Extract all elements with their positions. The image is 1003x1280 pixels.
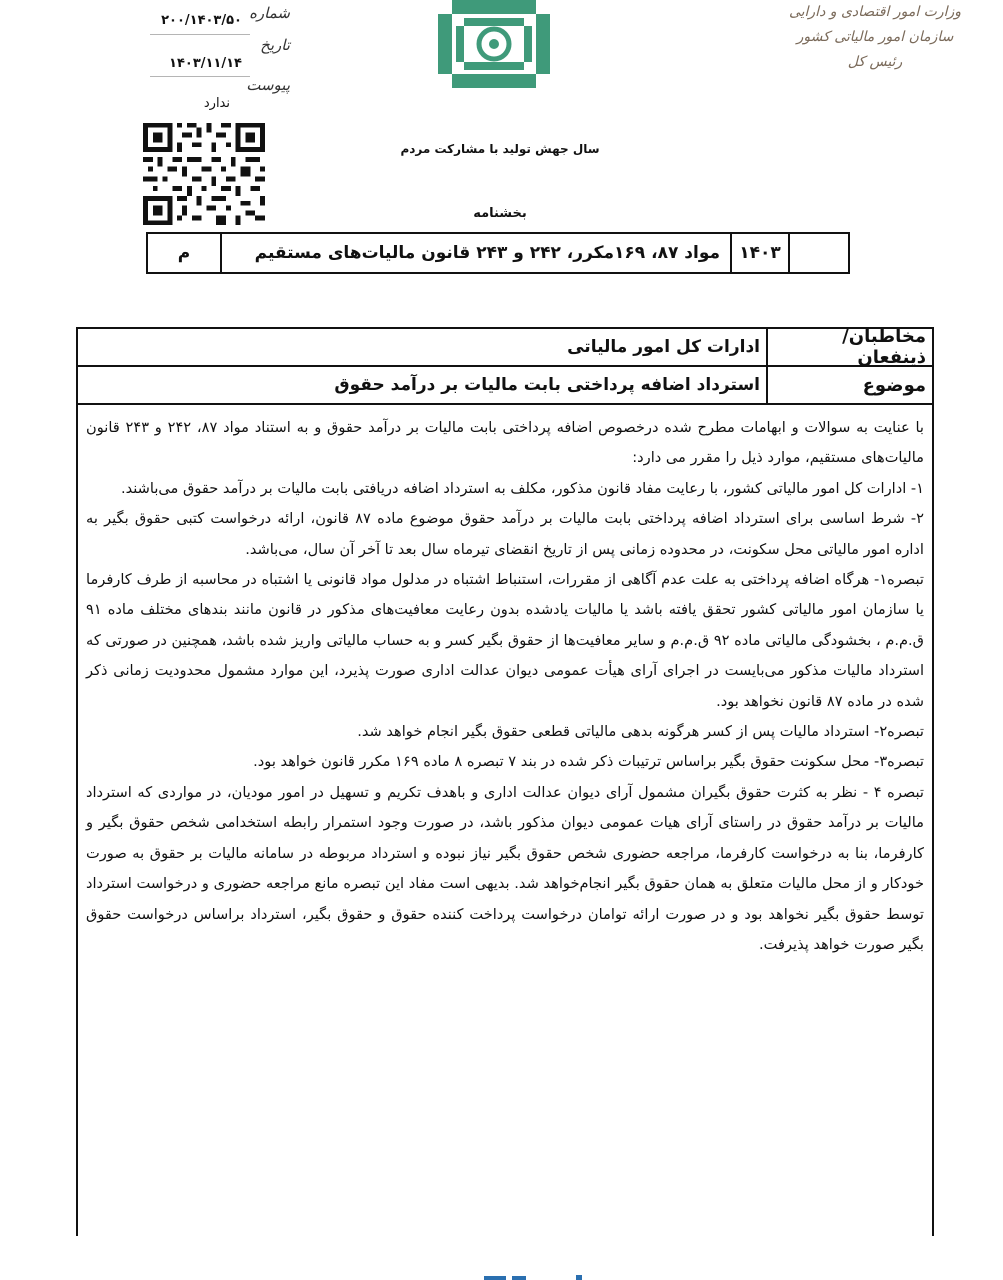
intro-paragraph: با عنایت به سوالات و ابهامات مطرح شده درخصوص اضافه پرداختی بابت مالیات بر درآمد حقوق و به استناد مواد ۸۷، ۲۴۲ و ۲۴۳ قانون مالیات‌های مستقیم، موارد ذیل را مقرر می دارد: bbox=[86, 419, 924, 467]
reference-blank-cell bbox=[788, 234, 848, 272]
reference-subject: مواد ۸۷، ۱۶۹مکرر، ۲۴۲ و ۲۴۳ قانون مالیات‌های مستقیم bbox=[220, 234, 730, 272]
attachment-label: پیوست bbox=[246, 76, 290, 94]
head-line: رئیس کل bbox=[847, 54, 903, 71]
audience-label: مخاطبان/ ذینفعان bbox=[766, 329, 932, 365]
organization-line: سازمان امور مالیاتی کشور bbox=[796, 29, 954, 46]
note-4: تبصره ۴ - نظر به کثرت حقوق بگیران مشمول آرای دیوان عدالت اداری و باهدف تکریم و تسهیل در امور مودیان، در مواردی که استرداد مالیات بر درآمد حقوق در راستای آرای هیات عمومی دیوان مذکور باشد، در صورت وجود استمرار رابطه استخدامی شخص حقوق بگیر و کارفرما، بنا به درخواست کارفرما، مراجعه حضوری شخص حقوق بگیر نیاز نبوده و استرداد مربوطه در سامانه مالیات بر حقوق به صورت خودکار و از محل مالیات متعلق به همان حقوق بگیر انجام‌خواهد شد. بدیهی است مفاد این تبصره مانع مراجعه حضوری و درخواست استرداد توسط حقوق بگیر نخواهد بود و در صورت ارائه توامان درخواست پرداخت کننده حقوق و حقوق بگیر، استرداد براساس درخواست حقوق بگیر صورت خواهد پذیرفت. bbox=[86, 783, 924, 953]
number-value: ۲۰۰/۱۴۰۳/۵۰ bbox=[161, 13, 242, 28]
divider bbox=[150, 34, 250, 35]
attachment-value: ندارد bbox=[203, 96, 230, 111]
tax-organization-emblem bbox=[438, 0, 550, 88]
divider bbox=[150, 76, 250, 77]
reference-box bbox=[146, 232, 850, 274]
ministry-title bbox=[775, 0, 975, 76]
circular-title: بخشنامه bbox=[473, 206, 527, 221]
note-1: تبصره۱- هرگاه اضافه پرداختی به علت عدم آگاهی از مقررات، استنباط اشتباه در مدلول مواد قانونی یا اشتباه در محاسبه از طرف کارفرما یا سازمان امور مالیاتی کشور تحقق یافته باشد یا مالیات یادشده بدون رعایت معافیت‌های مذکور در قانون مانند بندهای مختلف ماده ۹۱ ق.م.م ، بخشودگی مالیاتی ماده ۹۲ ق.م.م و سایر معافیت‌ها از حقوق بگیر کسر و به حساب مالیاتی واریز شده باشد، همچنین در صورتی که استرداد مالیات مذکور می‌بایست در اجرای آرای هیأت عمومی دیوان عدالت اداری صورت پذیرد، این موارد مشمول محدودیت زمانی ذکر شده در ماده ۸۷ قانون نخواهد بود. bbox=[86, 571, 924, 710]
date-value: ۱۴۰۳/۱۱/۱۴ bbox=[169, 56, 242, 71]
note-3: تبصره۳- محل سکونت حقوق بگیر براساس ترتیبات ذکر شده در بند ۷ تبصره ۸ ماده ۱۶۹ مکرر قانون خواهد بود. bbox=[253, 753, 924, 771]
audience-value: ادارات کل امور مالیاتی bbox=[567, 337, 760, 357]
item-1: ۱- ادارات کل امور مالیاتی کشور، با رعایت مفاد قانون مذکور، مکلف به استرداد اضافه دریافتی بابت مالیات بر درآمد حقوق می‌باشند. bbox=[120, 479, 924, 497]
reference-code: م bbox=[177, 243, 191, 263]
letter-meta bbox=[150, 4, 290, 114]
number-label: شماره bbox=[249, 4, 290, 22]
circular-body bbox=[78, 405, 932, 960]
reference-year: ۱۴۰۳ bbox=[730, 234, 788, 272]
qr-code bbox=[143, 122, 265, 226]
audience-row bbox=[78, 326, 932, 368]
date-label: تاریخ bbox=[260, 36, 290, 54]
note-2: تبصره۲- استرداد مالیات پس از کسر هرگونه بدهی مالیاتی قطعی حقوق بگیر انجام خواهد شد. bbox=[357, 723, 924, 741]
item-2: ۲- شرط اساسی برای استرداد اضافه پرداختی بابت مالیات بر درآمد حقوق موضوع ماده ۸۷ قانون، ارائه درخواست کتبی حقوق بگیر به اداره امور مالیاتی محل سکونت، در محدوده زمانی پس از تاریخ انقضای تیرماه سال بعد تا آخر آن سال، می‌باشد. bbox=[86, 510, 924, 558]
subject-label: موضوع bbox=[766, 367, 932, 403]
year-slogan: سال جهش تولید با مشارکت مردم bbox=[400, 142, 600, 156]
ministry-line: وزارت امور اقتصادی و دارایی bbox=[788, 4, 962, 20]
subject-row bbox=[78, 367, 932, 405]
circular-table bbox=[76, 327, 934, 1247]
cut-off-footer-mark bbox=[478, 1272, 598, 1280]
subject-value: استرداد اضافه پرداختی بابت مالیات بر درآمد حقوق bbox=[334, 375, 760, 395]
